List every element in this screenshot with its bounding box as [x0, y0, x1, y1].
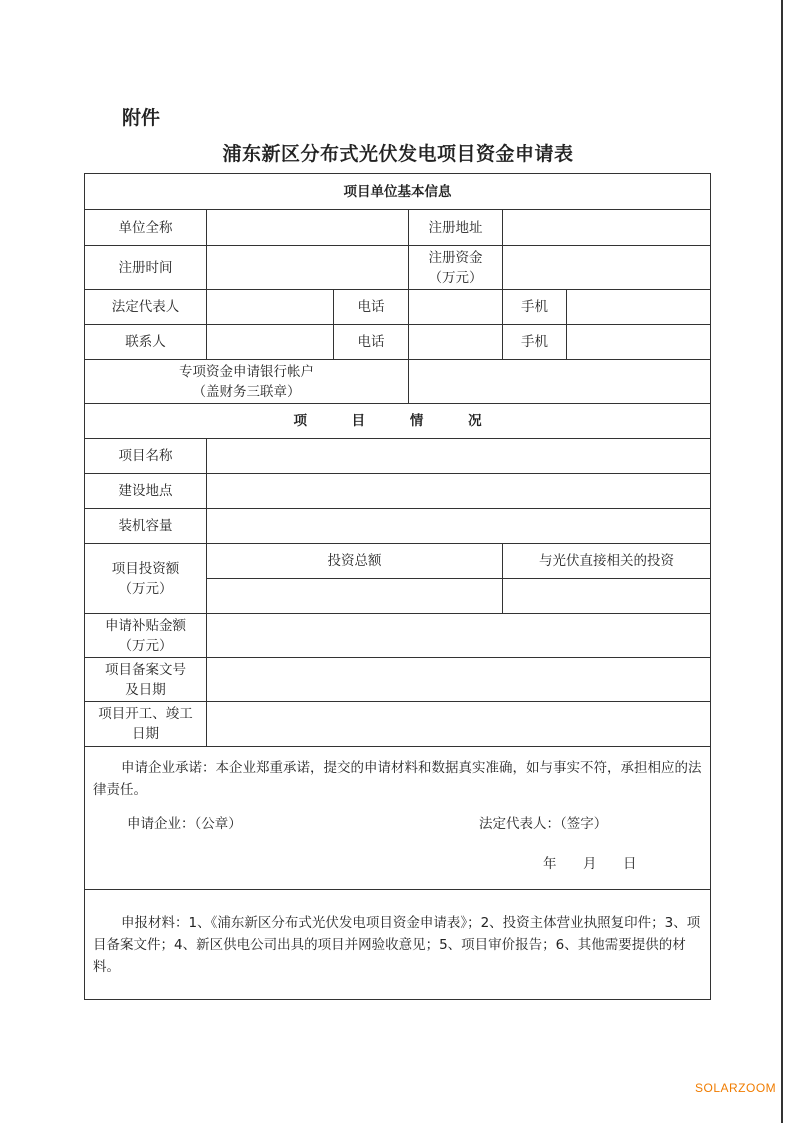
form-title: 浦东新区分布式光伏发电项目资金申请表: [222, 143, 574, 165]
reg-capital-field[interactable]: [503, 246, 711, 290]
subsidy-unit: （万元）: [118, 637, 173, 654]
investment-unit: （万元）: [118, 580, 173, 597]
location-field[interactable]: [207, 474, 711, 509]
legal-rep-label: 法定代表人: [85, 290, 207, 325]
capacity-field[interactable]: [207, 509, 711, 544]
dates-label: [85, 702, 207, 747]
project-name-field[interactable]: [207, 439, 711, 474]
legal-rep-phone-label: 电话: [334, 290, 409, 325]
materials-cell: [85, 890, 711, 1000]
commitment-text: 申请企业承诺：本企业郑重承诺，提交的申请材料和数据真实准确，如与事实不符，承担相应的法律责任。: [93, 760, 702, 798]
bank-account-text: 专项资金申请银行帐户: [179, 363, 314, 380]
subsidy-field[interactable]: [207, 614, 711, 658]
investment-label: [85, 544, 207, 614]
legal-rep-phone-field[interactable]: [409, 290, 503, 325]
filing-label: [85, 658, 207, 702]
contact-phone-label: 电话: [334, 325, 409, 360]
reg-address-label: 注册地址: [409, 210, 503, 246]
reg-time-label: 注册时间: [85, 246, 207, 290]
attachment-label: 附件: [122, 107, 161, 129]
dates-text-1: 项目开工、竣工: [98, 706, 193, 722]
legal-rep-field[interactable]: [207, 290, 334, 325]
date-day: 日: [623, 856, 637, 872]
legal-rep-mobile-label: 手机: [503, 290, 567, 325]
materials-text: 申报材料：1、《浦东新区分布式光伏发电项目资金申请表》；2、投资主体营业执照复印件；3、项目备案文件；4、新区供电公司出具的项目并网验收意见；5、项目审价报告；6、其他需要提供的材料。: [93, 914, 701, 975]
reg-capital-unit: （万元）: [428, 269, 483, 286]
solarzoom-watermark: SOLARZOOM: [695, 1081, 777, 1095]
unit-name-label: 单位全称: [85, 210, 207, 246]
page-edge-line: [781, 0, 783, 1123]
location-label: 建设地点: [85, 474, 207, 509]
subsidy-label: [85, 614, 207, 658]
bank-account-note: （盖财务三联章）: [192, 383, 301, 400]
contact-label: 联系人: [85, 325, 207, 360]
application-form-table: [84, 173, 711, 1000]
filing-field[interactable]: [207, 658, 711, 702]
date-month: 月: [583, 856, 597, 872]
project-name-label: 项目名称: [85, 439, 207, 474]
commitment-cell: [85, 747, 711, 890]
section-project-heading: 项 目 情 况: [85, 404, 711, 439]
reg-time-field[interactable]: [207, 246, 409, 290]
contact-mobile-label: 手机: [503, 325, 567, 360]
bank-account-label: [85, 360, 409, 404]
dates-text-2: 日期: [132, 726, 159, 742]
reg-capital-label: [409, 246, 503, 290]
dates-field[interactable]: [207, 702, 711, 747]
contact-phone-field[interactable]: [409, 325, 503, 360]
date-year: 年: [543, 856, 557, 872]
filing-text-2: 及日期: [125, 681, 166, 698]
legal-rep-signature: 法定代表人：（签字）: [479, 816, 608, 832]
contact-mobile-field[interactable]: [567, 325, 711, 360]
capacity-label: 装机容量: [85, 509, 207, 544]
reg-address-field[interactable]: [503, 210, 711, 246]
subsidy-text: 申请补贴金额: [105, 617, 186, 634]
pv-investment-label: 与光伏直接相关的投资: [503, 544, 711, 579]
contact-field[interactable]: [207, 325, 334, 360]
filing-text-1: 项目备案文号: [105, 661, 186, 678]
pv-investment-field[interactable]: [503, 579, 711, 614]
applicant-seal: 申请企业：（公章）: [127, 816, 242, 832]
legal-rep-mobile-field[interactable]: [567, 290, 711, 325]
section-basic-heading: 项目单位基本信息: [85, 174, 711, 210]
total-investment-field[interactable]: [207, 579, 503, 614]
total-investment-label: 投资总额: [207, 544, 503, 579]
unit-name-field[interactable]: [207, 210, 409, 246]
bank-account-field[interactable]: [409, 360, 711, 404]
reg-capital-text: 注册资金: [428, 249, 483, 266]
investment-text: 项目投资额: [111, 560, 180, 577]
